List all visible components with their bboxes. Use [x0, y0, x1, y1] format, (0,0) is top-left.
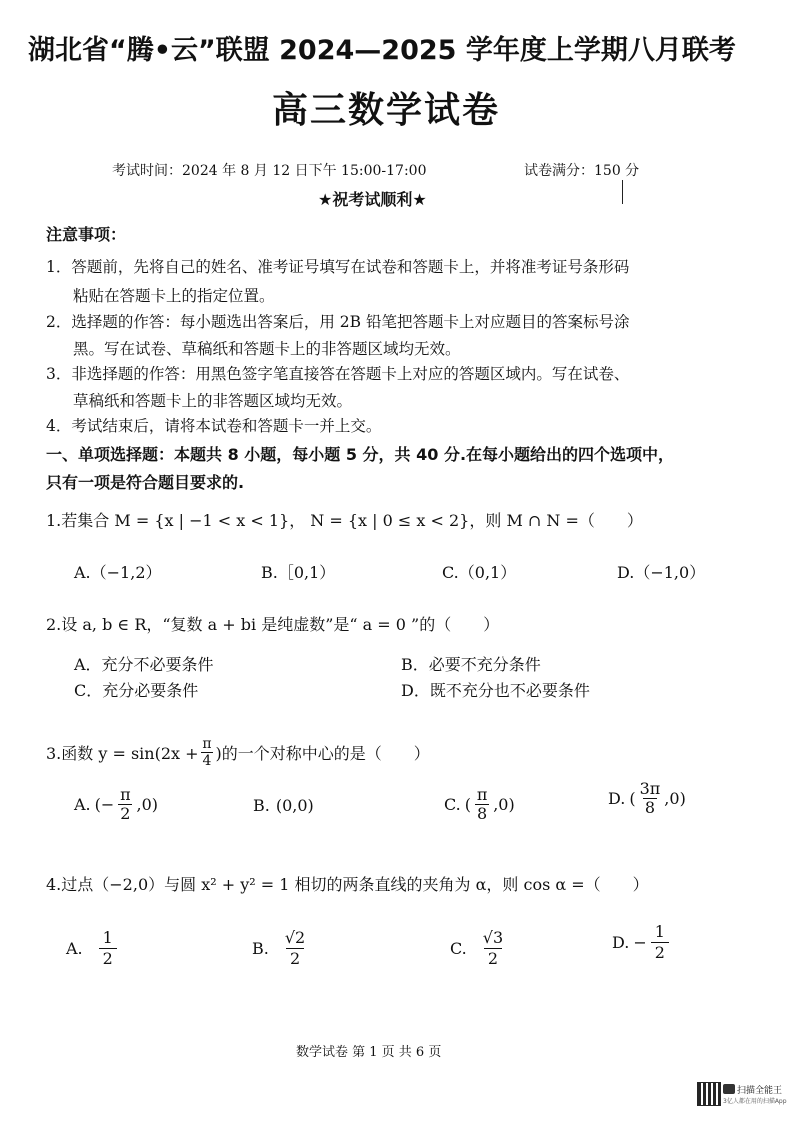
- q3-option-c-den: 8: [477, 804, 488, 823]
- q3-option-b-label: B.: [253, 796, 270, 815]
- q4-option-b-label: B.: [252, 939, 269, 958]
- q4-option-a: [66, 928, 117, 969]
- q4-option-d: [612, 922, 669, 963]
- question-2-stem: 2.设 a, b ∈ R，“复数 a + bi 是纯虚数”是“ a = 0 ”的（ ）: [46, 615, 500, 634]
- q3-stem-pre: 3.函数 y = sin(2x +: [46, 744, 199, 763]
- q3-option-d-num: 3π: [639, 779, 661, 798]
- q4-option-a-label: A.: [66, 939, 83, 958]
- q3-option-b: [253, 796, 314, 815]
- q3-option-b-text: (0,0): [275, 796, 314, 815]
- note-item-cont: 黑。写在试卷、草稿纸和答题卡上的非答题区域均无效。: [73, 340, 461, 358]
- question-3-stem: [46, 736, 430, 769]
- q3-option-d-pre: (: [629, 789, 636, 808]
- q2-option-d: D．既不充分也不必要条件: [401, 681, 590, 700]
- q4-option-c-num: √3: [482, 928, 504, 947]
- q4-option-c-den: 2: [484, 948, 502, 969]
- q3-option-c-num: π: [476, 785, 488, 804]
- q1-option-c: C.（0,1）: [442, 563, 517, 582]
- q1-option-b: B.［0,1）: [261, 563, 336, 582]
- q3-option-c-post: ,0): [493, 795, 515, 814]
- q2-option-c: C．充分必要条件: [74, 681, 199, 700]
- exam-title: 湖北省“腾•云”联盟 2024—2025 学年度上学期八月联考: [28, 35, 736, 66]
- q3-option-d: [608, 780, 686, 817]
- note-item: 2．选择题的作答：每小题选出答案后，用 2B 铅笔把答题卡上对应题目的答案标号涂: [46, 313, 630, 331]
- q4-option-d-den: 2: [651, 942, 669, 963]
- margin-mark: [622, 180, 623, 204]
- q4-option-c-label: C.: [450, 939, 467, 958]
- q3-frac-den: 4: [202, 753, 212, 769]
- note-item: 3．非选择题的作答：用黑色签字笔直接答在答题卡上对应的答题区域内。写在试卷、: [46, 365, 630, 383]
- notes-heading: 注意事项：: [46, 225, 127, 244]
- exam-time: 考试时间：2024 年 8 月 12 日下午 15:00-17:00: [112, 163, 427, 179]
- q4-option-a-num: 1: [102, 928, 113, 947]
- q2-option-b: B．必要不充分条件: [401, 655, 541, 674]
- question-4-stem: 4.过点（−2,0）与圆 x² + y² = 1 相切的两条直线的夹角为 α，则 cos α =（ ）: [46, 875, 649, 894]
- q3-option-d-label: D.: [608, 789, 626, 808]
- note-item: 4．考试结束后，请将本试卷和答题卡一并上交。: [46, 417, 382, 435]
- question-1-stem: 1.若集合 M = {x | −1 < x < 1}， N = {x | 0 ≤ x < 2}，则 M ∩ N =（ ）: [46, 511, 643, 530]
- q2-option-a: A．充分不必要条件: [74, 655, 214, 674]
- q3-option-c-pre: (: [464, 795, 472, 814]
- q3-option-a-pre: (−: [94, 795, 115, 814]
- q3-option-a-den: 2: [120, 804, 131, 823]
- q4-option-d-pre: −: [633, 933, 647, 952]
- page-footer: 数学试卷 第 1 页 共 6 页: [296, 1045, 442, 1060]
- q3-option-a-post: ,0): [136, 795, 158, 814]
- q1-option-a: A.（−1,2）: [74, 563, 162, 582]
- q3-option-a-label: A.: [74, 795, 91, 814]
- q4-option-b-den: 2: [286, 948, 304, 969]
- q3-option-a-num: π: [120, 785, 131, 804]
- q4-option-d-num: 1: [654, 922, 665, 941]
- q4-option-c: [450, 928, 503, 969]
- scanner-badge-name: 扫描全能王: [737, 1086, 783, 1096]
- q1-option-d: D.（−1,0）: [617, 563, 706, 582]
- note-item-cont: 草稿纸和答题卡上的非答题区域均无效。: [73, 392, 353, 410]
- q3-stem-post: )的一个对称中心的是（ ）: [215, 744, 430, 763]
- q3-option-a: [74, 786, 158, 823]
- scanner-logo-icon: [723, 1084, 735, 1094]
- q4-option-b-num: √2: [284, 928, 306, 947]
- note-item: 1．答题前，先将自己的姓名、准考证号填写在试卷和答题卡上，并将准考证号条形码: [46, 258, 630, 276]
- good-luck-wish: ★祝考试顺利★: [318, 190, 427, 209]
- exam-subtitle: 高三数学试卷: [272, 90, 501, 131]
- q3-frac-num: π: [202, 736, 212, 752]
- qr-code-icon: [697, 1082, 721, 1106]
- q4-option-b: [252, 928, 305, 969]
- full-score: 试卷满分：150 分: [524, 163, 640, 179]
- note-item-cont: 粘贴在答题卡上的指定位置。: [73, 287, 275, 305]
- q4-option-d-label: D.: [612, 933, 630, 952]
- q4-option-a-den: 2: [99, 948, 117, 969]
- q3-option-c: [444, 786, 515, 823]
- q3-option-d-post: ,0): [664, 789, 686, 808]
- section-heading: 一、单项选择题：本题共 8 小题，每小题 5 分，共 40 分.在每小题给出的四个选项中，: [46, 445, 675, 464]
- section-heading-cont: 只有一项是符合题目要求的.: [46, 473, 245, 492]
- q3-option-c-label: C.: [444, 795, 461, 814]
- q3-option-d-den: 8: [644, 798, 656, 817]
- scanner-badge-sub: 3亿人都在用的扫描App: [723, 1098, 787, 1105]
